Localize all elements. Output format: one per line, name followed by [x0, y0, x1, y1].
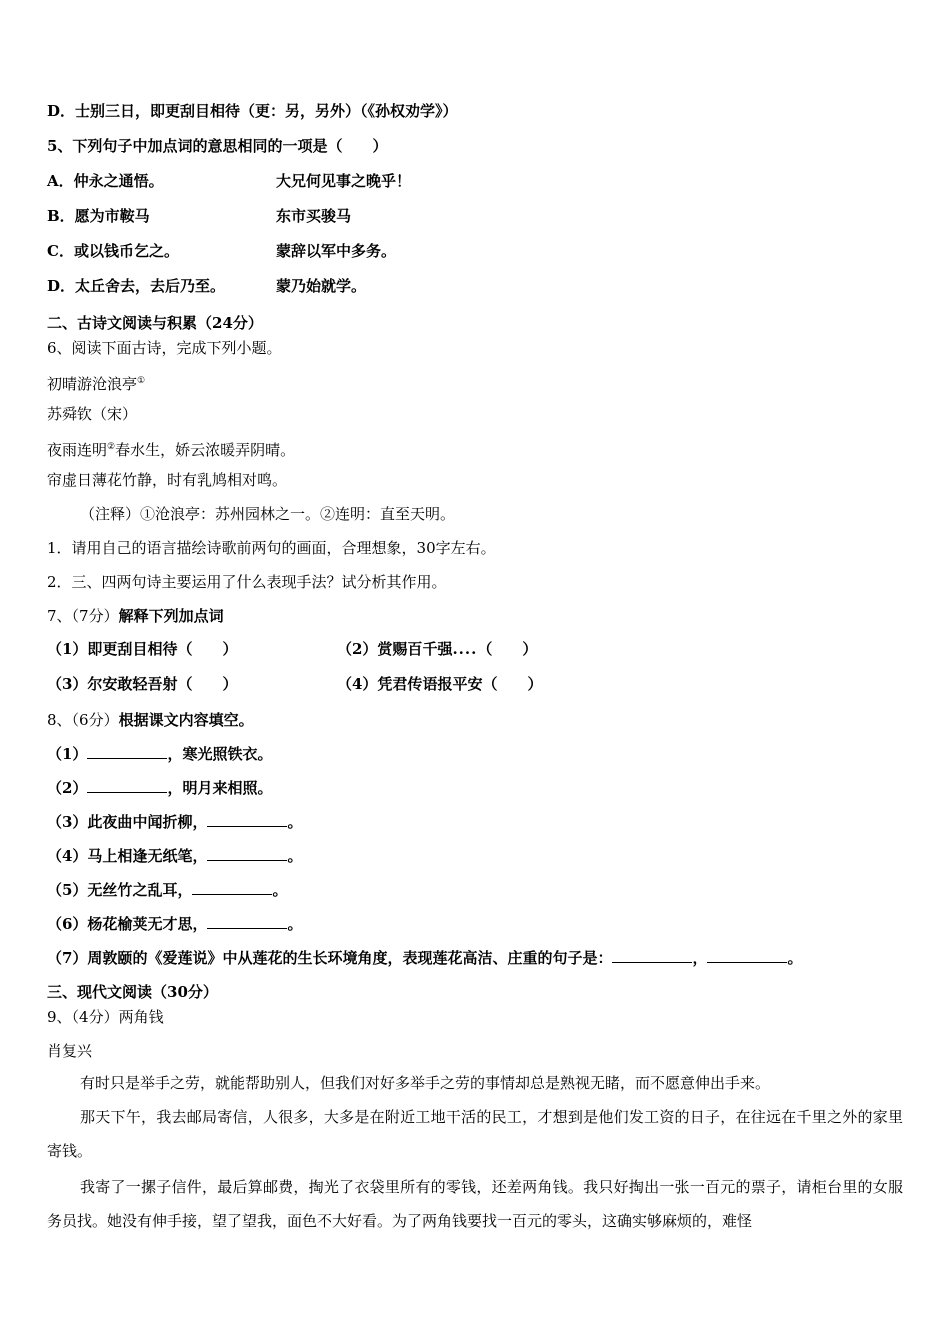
fill-blank[interactable] — [207, 846, 287, 861]
q8-item-5 — [47, 880, 287, 900]
poem-line-1-a: 夜雨连明 — [47, 441, 108, 459]
fill-blank[interactable] — [612, 948, 692, 963]
poem-line-1-footnote-mark: ② — [107, 442, 116, 452]
q5-option-b-right: 东市买骏马 — [276, 207, 352, 225]
q5-option-c-left: C．或以钱币乞之。 — [47, 242, 179, 260]
fill-blank[interactable] — [192, 880, 272, 895]
q6-subquestion-1: 1．请用自己的语言描绘诗歌前两句的画面，合理想象，30字左右。 — [47, 539, 496, 557]
q5-option-d-left: D．太丘舍去，去后乃至。 — [47, 277, 226, 295]
q7-stem-bold: 解释下列加点词 — [118, 607, 224, 625]
q4-option-d: D．士别三日，即更刮目相待（更：另，另外）（《孙权劝学》） — [47, 102, 458, 120]
q9-stem: 9、（4分）两角钱 — [47, 1008, 164, 1026]
article-paragraph-3: 我寄了一摞子信件，最后算邮费，掏光了衣袋里所有的零钱，还差两角钱。我只好掏出一张一百元的票子，请柜台里的女服务员找。她没有伸手接，望了望我，面色不大好看。为了两角钱要找一百元的零头，这确实够麻烦的，难怪 — [47, 1178, 903, 1230]
q7-item-2-text: （2）赏赐百千强 — [337, 640, 453, 658]
fill-blank[interactable] — [207, 812, 287, 827]
fill-blank[interactable] — [87, 744, 167, 759]
q8-item-2-post: ，明月来相照。 — [167, 779, 273, 797]
q8-item-1-post: ，寒光照铁衣。 — [167, 745, 273, 763]
q7-item-4: （4）凭君传语报平安（ ） — [337, 675, 543, 693]
q8-item-3-post: 。 — [287, 813, 303, 831]
q7-item-2-paren: （ ） — [477, 640, 538, 658]
article-author: 肖复兴 — [47, 1042, 93, 1060]
q7-stem-prefix: 7、（7分） — [47, 607, 119, 625]
q8-item-4-post: 。 — [287, 847, 303, 865]
q8-item-7-post: 。 — [787, 949, 803, 967]
q7-item-3: （3）尔安敢轻吾射（ ） — [47, 675, 238, 693]
q8-item-2-pre: （2） — [47, 779, 88, 797]
section2-title: 二、古诗文阅读与积累（24分） — [47, 314, 263, 332]
q8-item-1 — [47, 744, 272, 764]
poem-title — [47, 371, 145, 394]
q8-item-2 — [47, 778, 272, 798]
q5-option-d-right: 蒙乃始就学。 — [276, 277, 367, 295]
q5-option-a-right: 大兄何见事之晚乎！ — [276, 172, 412, 190]
poem-line-2: 帘虚日薄花竹静，时有乳鸠相对鸣。 — [47, 471, 288, 489]
q5-option-b-left: B．愿为市鞍马 — [47, 207, 150, 225]
q8-item-5-pre: （5）无丝竹之乱耳， — [47, 881, 193, 899]
q8-stem — [47, 710, 254, 730]
q8-item-5-post: 。 — [272, 881, 288, 899]
article-paragraph-1: 有时只是举手之劳，就能帮助别人，但我们对好多举手之劳的事情却总是熟视无睹，而不愿意伸出手来。 — [80, 1074, 771, 1092]
q7-item-2-emphasis-dots: .... — [452, 640, 478, 658]
q6-subquestion-2: 2．三、四两句诗主要运用了什么表现手法？试分析其作用。 — [47, 573, 447, 591]
q7-stem — [47, 606, 224, 626]
q8-item-6 — [47, 914, 302, 934]
fill-blank[interactable] — [207, 914, 287, 929]
q6-stem: 6、阅读下面古诗，完成下列小题。 — [47, 339, 282, 357]
q8-item-4-pre: （4）马上相逢无纸笔， — [47, 847, 208, 865]
q8-stem-bold: 根据课文内容填空。 — [118, 711, 254, 729]
fill-blank[interactable] — [87, 778, 167, 793]
q8-item-7-pre: （7）周敦颐的《爱莲说》中从莲花的生长环境角度，表现莲花高洁、庄重的句子是： — [47, 949, 613, 967]
poem-title-text: 初晴游沧浪亭 — [47, 375, 138, 393]
poem-line-1-b: 春水生，娇云浓暖弄阴晴。 — [115, 441, 296, 459]
poem-note: （注释）①沧浪亭：苏州园林之一。②连明：直至天明。 — [80, 505, 456, 523]
fill-blank[interactable] — [707, 948, 787, 963]
poem-line-1 — [47, 437, 295, 460]
article-paragraph-2: 那天下午，我去邮局寄信，人很多，大多是在附近工地干活的民工，才想到是他们发工资的日子，在往远在千里之外的家里寄钱。 — [47, 1108, 903, 1160]
section3-title: 三、现代文阅读（30分） — [47, 983, 218, 1001]
q7-item-2 — [337, 639, 537, 659]
q5-stem: 5、下列句子中加点词的意思相同的一项是（ ） — [47, 137, 388, 155]
q8-item-6-pre: （6）杨花榆荚无才思， — [47, 915, 208, 933]
q8-item-6-post: 。 — [287, 915, 303, 933]
q8-item-7 — [47, 948, 802, 968]
q8-item-4 — [47, 846, 302, 866]
q8-item-1-pre: （1） — [47, 745, 88, 763]
q8-item-7-mid: ， — [692, 949, 708, 967]
q5-option-c-right: 蒙辞以军中多务。 — [276, 242, 397, 260]
q7-item-1: （1）即更刮目相待（ ） — [47, 640, 238, 658]
q8-item-3 — [47, 812, 302, 832]
q8-item-3-pre: （3）此夜曲中闻折柳， — [47, 813, 208, 831]
poem-title-footnote-mark: ① — [137, 376, 146, 386]
poem-author: 苏舜钦（宋） — [47, 405, 138, 423]
q8-stem-prefix: 8、（6分） — [47, 711, 119, 729]
q5-option-a-left: A．仲永之通悟。 — [47, 172, 164, 190]
